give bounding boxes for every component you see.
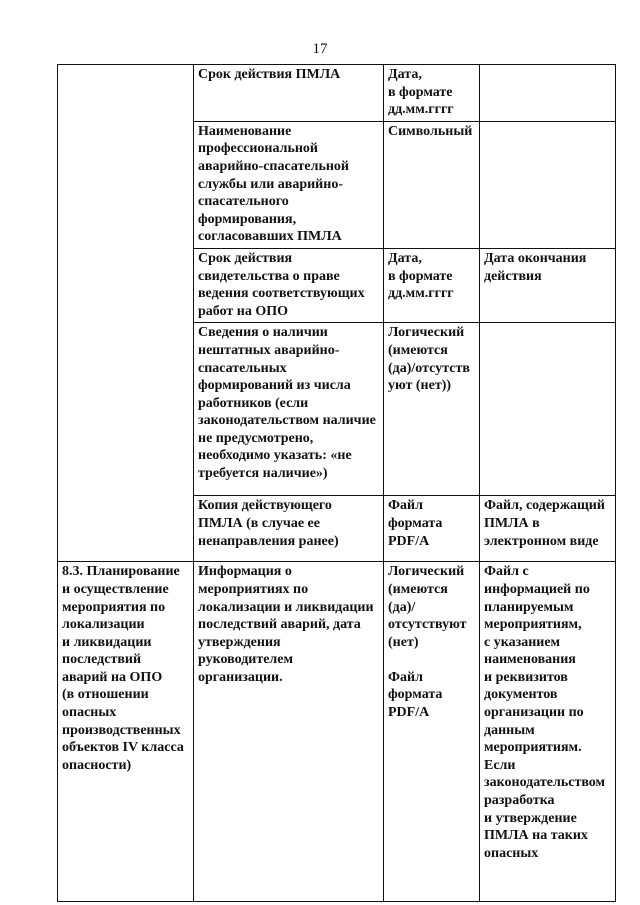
- field-note: [480, 121, 616, 248]
- field-note: [480, 65, 616, 122]
- table-row: [58, 65, 616, 122]
- page-number: 17: [312, 41, 328, 57]
- field-name: Наименование профессиональной аварийно-спасательной службы или аварийно- спасательного формирования, согласовавших ПМЛА: [194, 121, 384, 248]
- field-type: Символьный: [384, 121, 480, 248]
- field-note: Дата окончания действия: [480, 248, 616, 322]
- section-cell-empty: [58, 65, 194, 562]
- field-type: Логический (имеются (да)/отсутств уют (нет)): [384, 323, 480, 496]
- field-type: Файл формата PDF/A: [384, 496, 480, 562]
- field-type: Дата, в формате дд.мм.гггг: [384, 248, 480, 322]
- field-name: Срок действия свидетельства о праве ведения соответствующих работ на ОПО: [194, 248, 384, 322]
- table-row: [58, 562, 616, 902]
- field-name: Сведения о наличии нештатных аварийно- спасательных формирований из числа работников (если законодательством наличие не предусмотрено, необходимо указать: «не требуется наличие»): [194, 323, 384, 496]
- field-type: Дата, в формате дд.мм.гггг: [384, 65, 480, 122]
- section-title: 8.3. Планирование и осуществление мероприятия по локализации и ликвидации последствий аварий на ОПО (в отношении опасных производственных объектов IV класса опасности): [58, 562, 194, 902]
- requirements-table: [57, 64, 616, 902]
- field-note: Файл с информацией по планируемым мероприятиям, с указанием наименования и реквизитов документов организации по данным мероприятиям. Если законодательством разработка и утверждение ПМЛА на таких опасных: [480, 562, 616, 902]
- field-note: Файл, содержащий ПМЛА в электронном виде: [480, 496, 616, 562]
- field-name: Срок действия ПМЛА: [194, 65, 384, 122]
- field-name: Информация о мероприятиях по локализации и ликвидации последствий аварий, дата утверждения руководителем организации.: [194, 562, 384, 902]
- field-type: Логический (имеются (да)/ отсутствуют (нет) Файл формата PDF/A: [384, 562, 480, 902]
- field-note: [480, 323, 616, 496]
- field-name: Копия действующего ПМЛА (в случае ее ненаправления ранее): [194, 496, 384, 562]
